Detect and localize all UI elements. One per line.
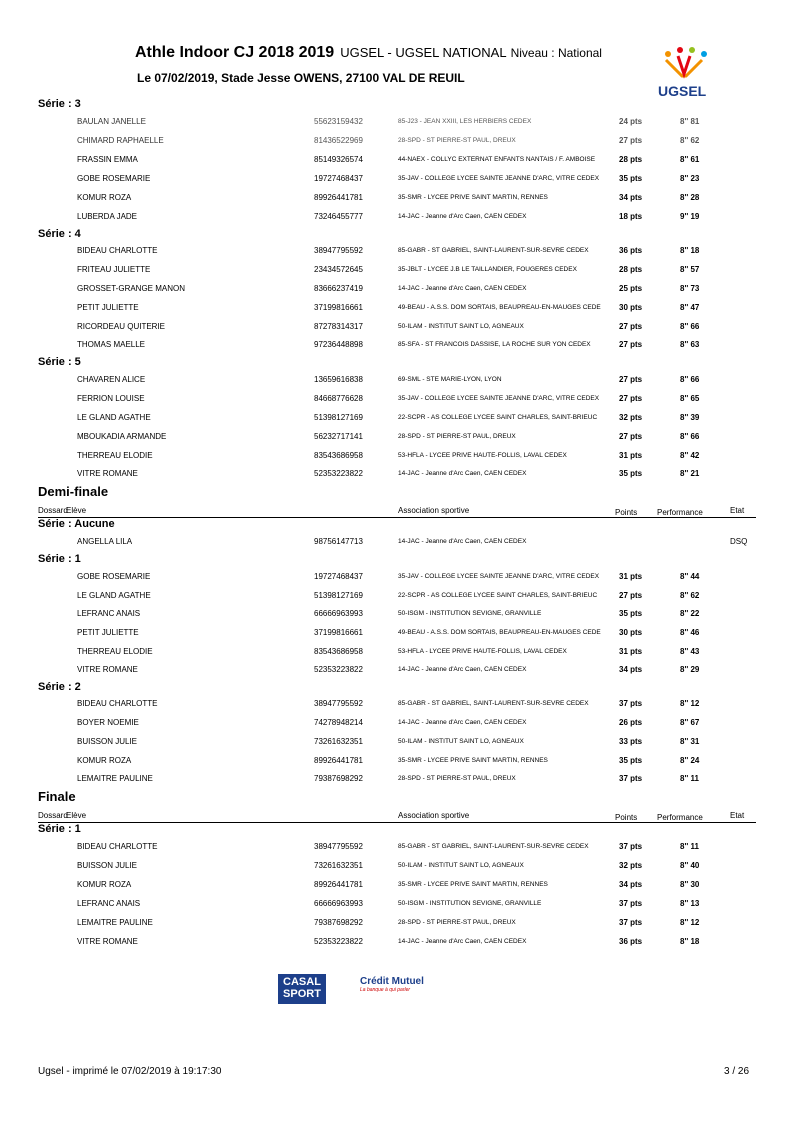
table-row bbox=[0, 918, 793, 930]
association: 50-ILAM - INSTITUT SAINT LO, AGNEAUX bbox=[398, 738, 524, 745]
performance: 8'' 62 bbox=[680, 591, 700, 600]
table-row bbox=[0, 303, 793, 315]
association: 35-SMR - LYCEE PRIVE SAINT MARTIN, RENNES bbox=[398, 757, 548, 764]
points: 28 pts bbox=[619, 265, 643, 274]
licence-number: 73246455777 bbox=[314, 212, 363, 221]
points: 28 pts bbox=[619, 155, 643, 164]
points: 27 pts bbox=[619, 340, 643, 349]
points: 25 pts bbox=[619, 284, 643, 293]
licence-number: 52353223822 bbox=[314, 937, 363, 946]
header-eleve: Elève bbox=[66, 506, 87, 515]
athlete-name: BIDEAU CHARLOTTE bbox=[77, 699, 158, 708]
association: 50-ILAM - INSTITUT SAINT LO, AGNEAUX bbox=[398, 323, 524, 330]
athlete-name: LEFRANC ANAIS bbox=[77, 609, 141, 618]
header-perf: Performance bbox=[657, 508, 703, 517]
header-eleve: Elève bbox=[66, 811, 87, 820]
licence-number: 79387698292 bbox=[314, 918, 363, 927]
level: Niveau : National bbox=[510, 46, 602, 60]
association: 35-JAV - COLLEGE LYCEE SAINTE JEANNE D'ARC, VITRE CEDEX bbox=[398, 573, 600, 580]
athlete-name: FERRION LOUISE bbox=[77, 394, 145, 403]
association: 50-ISGM - INSTITUTION SEVIGNE, GRANVILLE bbox=[398, 610, 542, 617]
athlete-name: THERREAU ELODIE bbox=[77, 451, 153, 460]
table-row bbox=[0, 880, 793, 892]
performance: 8'' 61 bbox=[680, 155, 700, 164]
table-row bbox=[0, 774, 793, 786]
association: 50-ISGM - INSTITUTION SEVIGNE, GRANVILLE bbox=[398, 900, 542, 907]
serie-heading: Série : 1 bbox=[38, 823, 81, 835]
serie-heading: Série : 3 bbox=[38, 98, 81, 110]
status: DSQ bbox=[730, 537, 748, 546]
points: 34 pts bbox=[619, 193, 643, 202]
licence-number: 81436522969 bbox=[314, 136, 363, 145]
athlete-name: LEMAITRE PAULINE bbox=[77, 774, 153, 783]
points: 27 pts bbox=[619, 322, 643, 331]
licence-number: 37199816661 bbox=[314, 303, 363, 312]
column-header bbox=[38, 809, 756, 823]
association: 85-SFA - ST FRANCOIS DASSISE, LA ROCHE SUR YON CEDEX bbox=[398, 341, 591, 348]
credit-mutuel-logo: Crédit Mutuel La banque à qui parler bbox=[360, 976, 424, 993]
points: 37 pts bbox=[619, 842, 643, 851]
points: 30 pts bbox=[619, 628, 643, 637]
athlete-name: VITRE ROMANE bbox=[77, 469, 138, 478]
performance: 8'' 62 bbox=[680, 136, 700, 145]
performance: 8'' 31 bbox=[680, 737, 700, 746]
athlete-name: CHIMARD RAPHAELLE bbox=[77, 136, 164, 145]
association: 35-SMR - LYCEE PRIVE SAINT MARTIN, RENNES bbox=[398, 194, 548, 201]
licence-number: 13659616838 bbox=[314, 375, 363, 384]
performance: 8'' 73 bbox=[680, 284, 700, 293]
section-heading: Finale bbox=[38, 789, 76, 804]
licence-number: 38947795592 bbox=[314, 246, 363, 255]
association: 14-JAC - Jeanne d'Arc Caen, CAEN CEDEX bbox=[398, 666, 527, 673]
performance: 8'' 66 bbox=[680, 322, 700, 331]
points: 35 pts bbox=[619, 609, 643, 618]
table-row bbox=[0, 340, 793, 352]
table-row bbox=[0, 265, 793, 277]
licence-number: 55623159432 bbox=[314, 117, 363, 126]
points: 36 pts bbox=[619, 246, 643, 255]
table-row bbox=[0, 647, 793, 659]
points: 27 pts bbox=[619, 432, 643, 441]
serie-heading: Série : 1 bbox=[38, 553, 81, 565]
athlete-name: LUBERDA JADE bbox=[77, 212, 138, 221]
header-assoc: Association sportive bbox=[398, 506, 470, 515]
association: 85-GABR - ST GABRIEL, SAINT-LAURENT-SUR-SEVRE CEDEX bbox=[398, 843, 589, 850]
performance: 8'' 11 bbox=[680, 842, 699, 851]
licence-number: 89926441781 bbox=[314, 756, 363, 765]
association: 28-SPD - ST PIERRE-ST PAUL, DREUX bbox=[398, 433, 516, 440]
header-dossard: Dossard bbox=[38, 811, 68, 820]
print-info: Ugsel - imprimé le 07/02/2019 à 19:17:30 bbox=[38, 1066, 222, 1077]
athlete-name: BUISSON JULIE bbox=[77, 861, 138, 870]
table-row bbox=[0, 212, 793, 224]
table-row bbox=[0, 174, 793, 186]
table-row bbox=[0, 451, 793, 463]
serie-heading: Série : 4 bbox=[38, 228, 81, 240]
licence-number: 87278314317 bbox=[314, 322, 363, 331]
table-row bbox=[0, 756, 793, 768]
athlete-name: CHAVAREN ALICE bbox=[77, 375, 146, 384]
points: 27 pts bbox=[619, 136, 643, 145]
casal-sport-logo: CASAL SPORT bbox=[278, 974, 326, 1004]
licence-number: 19727468437 bbox=[314, 572, 363, 581]
header-etat: Etat bbox=[730, 811, 745, 820]
athlete-name: FRASSIN EMMA bbox=[77, 155, 138, 164]
points: 34 pts bbox=[619, 880, 643, 889]
licence-number: 83543686958 bbox=[314, 451, 363, 460]
licence-number: 84668776628 bbox=[314, 394, 363, 403]
serie-heading: Série : 5 bbox=[38, 356, 81, 368]
licence-number: 38947795592 bbox=[314, 699, 363, 708]
points: 18 pts bbox=[619, 212, 643, 221]
association: 49-BEAU - A.S.S. DOM SORTAIS, BEAUPREAU-EN-MAUGES CEDE bbox=[398, 629, 601, 636]
association: 50-ILAM - INSTITUT SAINT LO, AGNEAUX bbox=[398, 862, 524, 869]
table-row bbox=[0, 136, 793, 148]
association: 28-SPD - ST PIERRE-ST PAUL, DREUX bbox=[398, 137, 516, 144]
athlete-name: LEMAITRE PAULINE bbox=[77, 918, 153, 927]
performance: 8'' 12 bbox=[680, 918, 700, 927]
points: 37 pts bbox=[619, 774, 643, 783]
licence-number: 73261632351 bbox=[314, 737, 363, 746]
association: 49-BEAU - A.S.S. DOM SORTAIS, BEAUPREAU-EN-MAUGES CEDE bbox=[398, 304, 601, 311]
licence-number: 73261632351 bbox=[314, 861, 363, 870]
athlete-name: KOMUR ROZA bbox=[77, 193, 132, 202]
association: 14-JAC - Jeanne d'Arc Caen, CAEN CEDEX bbox=[398, 285, 527, 292]
association: 85-GABR - ST GABRIEL, SAINT-LAURENT-SUR-SEVRE CEDEX bbox=[398, 700, 589, 707]
points: 27 pts bbox=[619, 394, 643, 403]
performance: 8'' 42 bbox=[680, 451, 700, 460]
serie-heading: Série : Aucune bbox=[38, 518, 115, 530]
table-row bbox=[0, 737, 793, 749]
performance: 8'' 30 bbox=[680, 880, 700, 889]
points: 32 pts bbox=[619, 413, 643, 422]
performance: 8'' 18 bbox=[680, 246, 700, 255]
table-row bbox=[0, 284, 793, 296]
association: 85-J23 - JEAN XXIII, LES HERBIERS CEDEX bbox=[398, 118, 532, 125]
page-number: 3 / 26 bbox=[724, 1066, 750, 1077]
table-row bbox=[0, 322, 793, 334]
header-etat: Etat bbox=[730, 506, 745, 515]
association: 28-SPD - ST PIERRE-ST PAUL, DREUX bbox=[398, 775, 516, 782]
points: 31 pts bbox=[619, 647, 643, 656]
licence-number: 51398127169 bbox=[314, 413, 363, 422]
points: 31 pts bbox=[619, 572, 643, 581]
licence-number: 89926441781 bbox=[314, 193, 363, 202]
table-row bbox=[0, 899, 793, 911]
points: 37 pts bbox=[619, 899, 643, 908]
organizer: UGSEL - UGSEL NATIONAL bbox=[340, 45, 507, 60]
points: 37 pts bbox=[619, 699, 643, 708]
table-row bbox=[0, 937, 793, 949]
licence-number: 89926441781 bbox=[314, 880, 363, 889]
association: 85-GABR - ST GABRIEL, SAINT-LAURENT-SUR-SEVRE CEDEX bbox=[398, 247, 589, 254]
licence-number: 23434572645 bbox=[314, 265, 363, 274]
athlete-name: VITRE ROMANE bbox=[77, 665, 138, 674]
points: 35 pts bbox=[619, 469, 643, 478]
association: 14-JAC - Jeanne d'Arc Caen, CAEN CEDEX bbox=[398, 470, 527, 477]
performance: 8'' 39 bbox=[680, 413, 700, 422]
athlete-name: BIDEAU CHARLOTTE bbox=[77, 246, 158, 255]
table-row bbox=[0, 193, 793, 205]
performance: 8'' 22 bbox=[680, 609, 700, 618]
licence-number: 52353223822 bbox=[314, 665, 363, 674]
athlete-name: LEFRANC ANAIS bbox=[77, 899, 141, 908]
athlete-name: BAULAN JANELLE bbox=[77, 117, 146, 126]
performance: 8'' 29 bbox=[680, 665, 700, 674]
performance: 8'' 43 bbox=[680, 647, 700, 656]
association: 14-JAC - Jeanne d'Arc Caen, CAEN CEDEX bbox=[398, 938, 527, 945]
performance: 8'' 11 bbox=[680, 774, 699, 783]
athlete-name: ANGELLA LILA bbox=[77, 537, 133, 546]
association: 14-JAC - Jeanne d'Arc Caen, CAEN CEDEX bbox=[398, 538, 527, 545]
association: 53-HFLA - LYCEE PRIVE HAUTE-FOLLIS, LAVAL CEDEX bbox=[398, 648, 567, 655]
athlete-name: RICORDEAU QUITERIE bbox=[77, 322, 166, 331]
table-row bbox=[0, 609, 793, 621]
athlete-name: GROSSET-GRANGE MANON bbox=[77, 284, 186, 293]
licence-number: 97236448898 bbox=[314, 340, 363, 349]
serie-heading: Série : 2 bbox=[38, 681, 81, 693]
table-row bbox=[0, 572, 793, 584]
association: 35-SMR - LYCEE PRIVE SAINT MARTIN, RENNES bbox=[398, 881, 548, 888]
performance: 8'' 81 bbox=[680, 117, 700, 126]
performance: 9'' 19 bbox=[680, 212, 700, 221]
licence-number: 83666237419 bbox=[314, 284, 363, 293]
table-row bbox=[0, 394, 793, 406]
performance: 8'' 12 bbox=[680, 699, 700, 708]
event-title: Athle Indoor CJ 2018 2019 bbox=[135, 44, 335, 61]
licence-number: 37199816661 bbox=[314, 628, 363, 637]
athlete-name: GOBE ROSEMARIE bbox=[77, 572, 151, 581]
table-row bbox=[0, 628, 793, 640]
table-row bbox=[0, 861, 793, 873]
table-row bbox=[0, 537, 793, 549]
points: 33 pts bbox=[619, 737, 643, 746]
performance: 8'' 21 bbox=[680, 469, 700, 478]
performance: 8'' 65 bbox=[680, 394, 700, 403]
licence-number: 51398127169 bbox=[314, 591, 363, 600]
points: 24 pts bbox=[619, 117, 643, 126]
association: 35-JAV - COLLEGE LYCEE SAINTE JEANNE D'ARC, VITRE CEDEX bbox=[398, 395, 600, 402]
licence-number: 83543686958 bbox=[314, 647, 363, 656]
athlete-name: GOBE ROSEMARIE bbox=[77, 174, 151, 183]
performance: 8'' 13 bbox=[680, 899, 700, 908]
performance: 8'' 28 bbox=[680, 193, 700, 202]
table-row bbox=[0, 246, 793, 258]
licence-number: 19727468437 bbox=[314, 174, 363, 183]
table-row bbox=[0, 375, 793, 387]
performance: 8'' 67 bbox=[680, 718, 700, 727]
points: 37 pts bbox=[619, 918, 643, 927]
table-row bbox=[0, 413, 793, 425]
date-location: Le 07/02/2019, Stade Jesse OWENS, 27100 VAL DE REUIL bbox=[137, 71, 465, 85]
licence-number: 66666963993 bbox=[314, 899, 363, 908]
points: 35 pts bbox=[619, 756, 643, 765]
section-heading: Demi-finale bbox=[38, 484, 109, 499]
points: 31 pts bbox=[619, 451, 643, 460]
performance: 8'' 46 bbox=[680, 628, 700, 637]
athlete-name: LE GLAND AGATHE bbox=[77, 413, 151, 422]
association: 53-HFLA - LYCEE PRIVE HAUTE-FOLLIS, LAVAL CEDEX bbox=[398, 452, 567, 459]
athlete-name: LE GLAND AGATHE bbox=[77, 591, 151, 600]
header-points: Points bbox=[615, 813, 638, 822]
header-perf: Performance bbox=[657, 813, 703, 822]
header-dossard: Dossard bbox=[38, 506, 68, 515]
performance: 8'' 47 bbox=[680, 303, 700, 312]
points: 27 pts bbox=[619, 375, 643, 384]
performance: 8'' 24 bbox=[680, 756, 700, 765]
performance: 8'' 44 bbox=[680, 572, 700, 581]
licence-number: 38947795592 bbox=[314, 842, 363, 851]
points: 32 pts bbox=[619, 861, 643, 870]
licence-number: 56232717141 bbox=[314, 432, 363, 441]
table-row bbox=[0, 591, 793, 603]
licence-number: 52353223822 bbox=[314, 469, 363, 478]
athlete-name: BOYER NOEMIE bbox=[77, 718, 139, 727]
licence-number: 74278948214 bbox=[314, 718, 363, 727]
header-assoc: Association sportive bbox=[398, 811, 470, 820]
performance: 8'' 23 bbox=[680, 174, 700, 183]
association: 14-JAC - Jeanne d'Arc Caen, CAEN CEDEX bbox=[398, 719, 527, 726]
points: 27 pts bbox=[619, 591, 643, 600]
table-row bbox=[0, 117, 793, 129]
table-row bbox=[0, 155, 793, 167]
athlete-name: PETIT JULIETTE bbox=[77, 303, 139, 312]
association: 22-SCPR - AS COLLEGE LYCEE SAINT CHARLES, SAINT-BRIEUC bbox=[398, 414, 598, 421]
association: 28-SPD - ST PIERRE-ST PAUL, DREUX bbox=[398, 919, 516, 926]
svg-text:UGSEL: UGSEL bbox=[658, 83, 707, 99]
performance: 8'' 18 bbox=[680, 937, 700, 946]
table-row bbox=[0, 432, 793, 444]
performance: 8'' 63 bbox=[680, 340, 700, 349]
table-row bbox=[0, 665, 793, 677]
points: 26 pts bbox=[619, 718, 643, 727]
table-row bbox=[0, 469, 793, 481]
header-points: Points bbox=[615, 508, 638, 517]
athlete-name: THERREAU ELODIE bbox=[77, 647, 153, 656]
athlete-name: PETIT JULIETTE bbox=[77, 628, 139, 637]
points: 36 pts bbox=[619, 937, 643, 946]
table-row bbox=[0, 718, 793, 730]
association: 35-JAV - COLLEGE LYCEE SAINTE JEANNE D'ARC, VITRE CEDEX bbox=[398, 175, 600, 182]
licence-number: 85149326574 bbox=[314, 155, 363, 164]
association: 69-SML - STE MARIE-LYON, LYON bbox=[398, 376, 502, 383]
athlete-name: BUISSON JULIE bbox=[77, 737, 138, 746]
performance: 8'' 40 bbox=[680, 861, 700, 870]
points: 35 pts bbox=[619, 174, 643, 183]
points: 34 pts bbox=[619, 665, 643, 674]
licence-number: 98756147713 bbox=[314, 537, 363, 546]
licence-number: 66666963993 bbox=[314, 609, 363, 618]
performance: 8'' 57 bbox=[680, 265, 700, 274]
table-row bbox=[0, 699, 793, 711]
performance: 8'' 66 bbox=[680, 375, 700, 384]
athlete-name: BIDEAU CHARLOTTE bbox=[77, 842, 158, 851]
athlete-name: KOMUR ROZA bbox=[77, 880, 132, 889]
points: 30 pts bbox=[619, 303, 643, 312]
athlete-name: MBOUKADIA ARMANDE bbox=[77, 432, 167, 441]
association: 22-SCPR - AS COLLEGE LYCEE SAINT CHARLES, SAINT-BRIEUC bbox=[398, 592, 598, 599]
athlete-name: FRITEAU JULIETTE bbox=[77, 265, 151, 274]
column-header bbox=[38, 504, 756, 518]
athlete-name: KOMUR ROZA bbox=[77, 756, 132, 765]
licence-number: 79387698292 bbox=[314, 774, 363, 783]
association: 35-JBLT - LYCEE J.B LE TAILLANDIER, FOUGERES CEDEX bbox=[398, 266, 577, 273]
performance: 8'' 66 bbox=[680, 432, 700, 441]
athlete-name: THOMAS MAELLE bbox=[77, 340, 146, 349]
association: 14-JAC - Jeanne d'Arc Caen, CAEN CEDEX bbox=[398, 213, 527, 220]
athlete-name: VITRE ROMANE bbox=[77, 937, 138, 946]
association: 44-NAEX - COLLYC EXTERNAT ENFANTS NANTAIS / F. AMBOISE bbox=[398, 156, 596, 163]
table-row bbox=[0, 842, 793, 854]
